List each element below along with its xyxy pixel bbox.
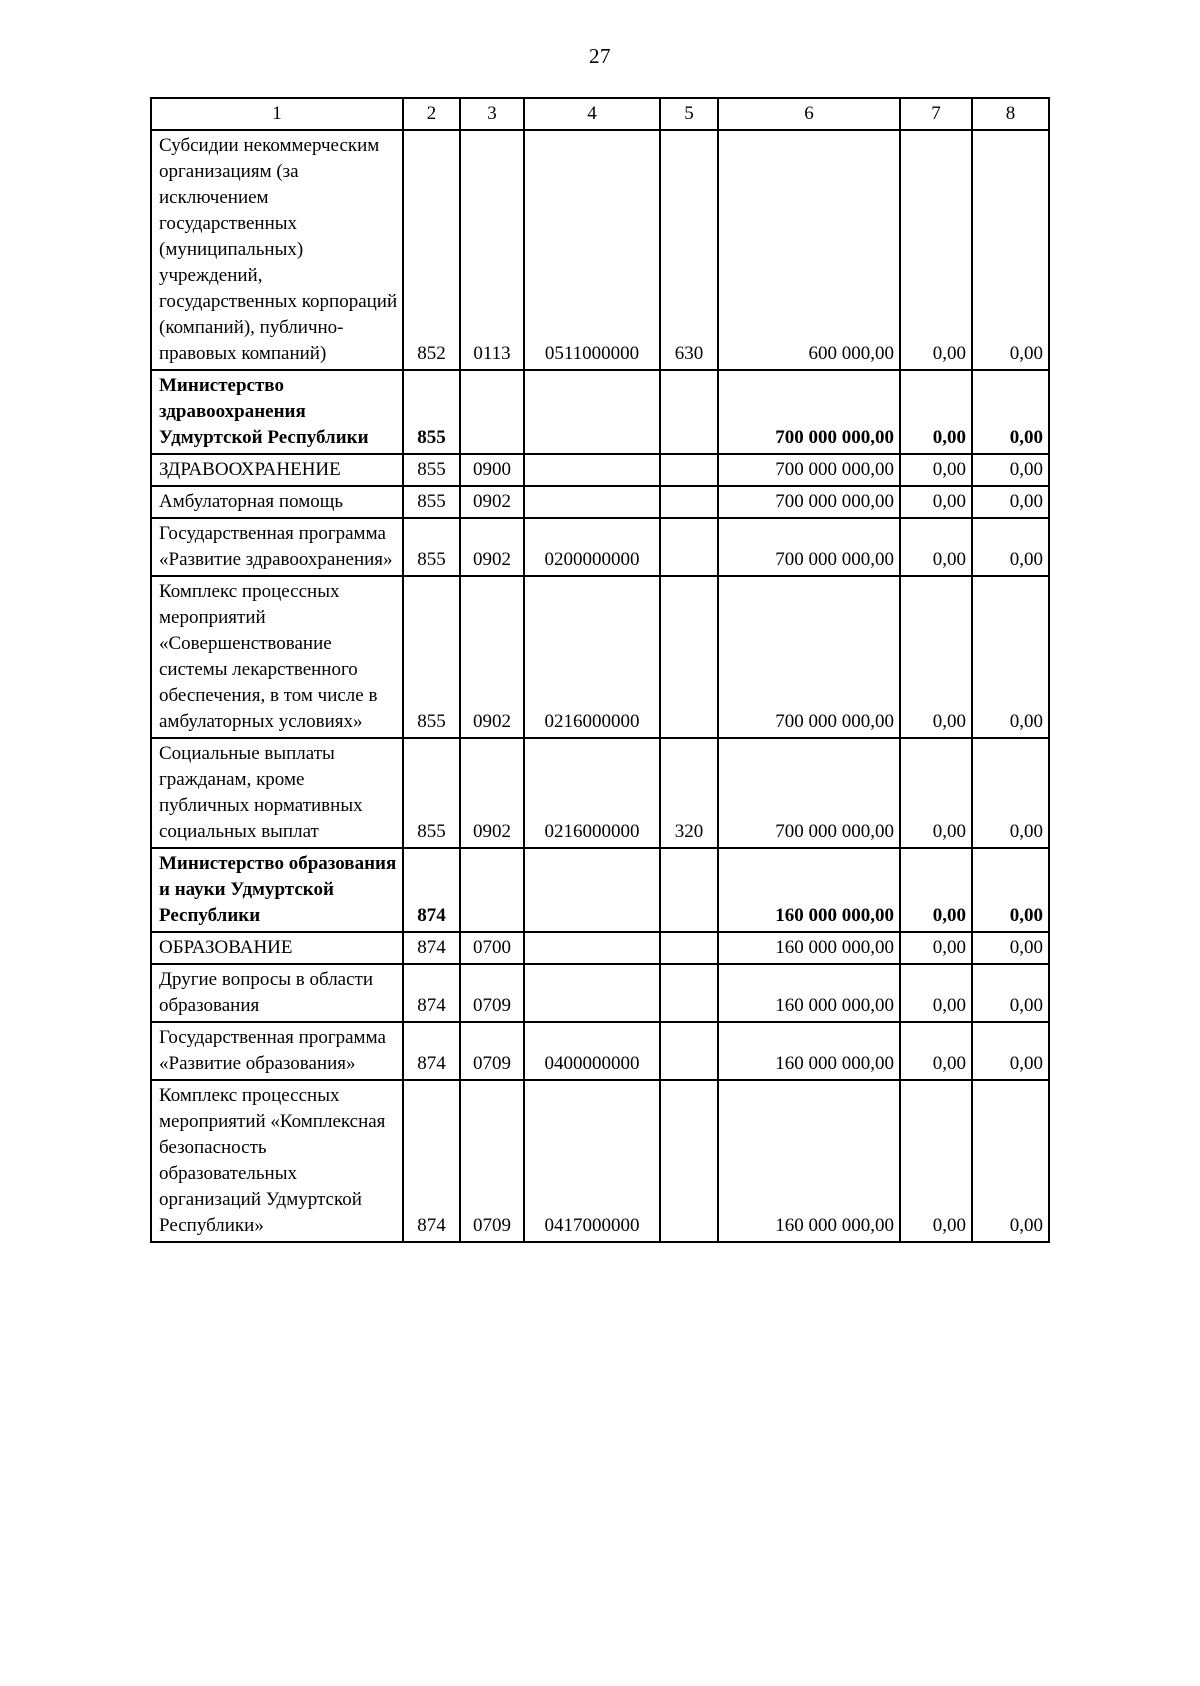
header-cell-1: 1 bbox=[151, 98, 403, 130]
header-cell-2: 2 bbox=[403, 98, 460, 130]
table-cell: 160 000 000,00 bbox=[718, 1022, 900, 1080]
table-cell: 700 000 000,00 bbox=[718, 518, 900, 576]
table-cell: 0,00 bbox=[972, 486, 1049, 518]
table-cell: 0,00 bbox=[900, 1080, 972, 1242]
table-cell: 874 bbox=[403, 848, 460, 932]
header-cell-7: 7 bbox=[900, 98, 972, 130]
header-cell-6: 6 bbox=[718, 98, 900, 130]
table-cell: 0,00 bbox=[900, 1022, 972, 1080]
table-row bbox=[151, 454, 1049, 486]
table-cell: 855 bbox=[403, 370, 460, 454]
table-row bbox=[151, 576, 1049, 738]
header-row bbox=[151, 98, 1049, 130]
table-row bbox=[151, 1022, 1049, 1080]
table-cell: Другие вопросы в области образования bbox=[151, 964, 403, 1022]
table-cell bbox=[660, 848, 718, 932]
table-cell: 700 000 000,00 bbox=[718, 370, 900, 454]
table-row bbox=[151, 130, 1049, 370]
table-cell: Комплекс процессных мероприятий «Комплексная безопасность образовательных организаций Удмуртской Республики» bbox=[151, 1080, 403, 1242]
table-row bbox=[151, 932, 1049, 964]
budget-table-header bbox=[151, 98, 1049, 130]
table-row bbox=[151, 1080, 1049, 1242]
table-cell bbox=[660, 370, 718, 454]
table-cell: 700 000 000,00 bbox=[718, 576, 900, 738]
table-cell: 700 000 000,00 bbox=[718, 738, 900, 848]
header-cell-8: 8 bbox=[972, 98, 1049, 130]
table-cell: 600 000,00 bbox=[718, 130, 900, 370]
budget-table-body bbox=[151, 130, 1049, 1242]
table-cell: 855 bbox=[403, 454, 460, 486]
table-cell: 0700 bbox=[460, 932, 524, 964]
table-cell bbox=[660, 1022, 718, 1080]
budget-table bbox=[150, 97, 1050, 1243]
table-cell: 0,00 bbox=[900, 518, 972, 576]
header-cell-3: 3 bbox=[460, 98, 524, 130]
table-cell: Государственная программа «Развитие образования» bbox=[151, 1022, 403, 1080]
table-cell: 0216000000 bbox=[524, 738, 660, 848]
table-cell: 855 bbox=[403, 576, 460, 738]
table-cell: 0,00 bbox=[900, 130, 972, 370]
table-row bbox=[151, 486, 1049, 518]
table-cell: 855 bbox=[403, 518, 460, 576]
table-cell: ЗДРАВООХРАНЕНИЕ bbox=[151, 454, 403, 486]
table-cell: 700 000 000,00 bbox=[718, 454, 900, 486]
table-cell: 700 000 000,00 bbox=[718, 486, 900, 518]
page-number: 27 bbox=[589, 44, 611, 68]
table-cell: 0417000000 bbox=[524, 1080, 660, 1242]
table-cell: Государственная программа «Развитие здравоохранения» bbox=[151, 518, 403, 576]
table-cell bbox=[660, 1080, 718, 1242]
table-cell: 0,00 bbox=[972, 1080, 1049, 1242]
table-cell bbox=[660, 964, 718, 1022]
table-cell: 0,00 bbox=[900, 454, 972, 486]
table-cell: 874 bbox=[403, 964, 460, 1022]
table-cell: 855 bbox=[403, 738, 460, 848]
table-cell bbox=[660, 932, 718, 964]
table-row bbox=[151, 370, 1049, 454]
table-cell: 0,00 bbox=[900, 932, 972, 964]
table-cell bbox=[524, 454, 660, 486]
table-cell: 0400000000 bbox=[524, 1022, 660, 1080]
table-row bbox=[151, 848, 1049, 932]
table-cell: 160 000 000,00 bbox=[718, 964, 900, 1022]
table-cell: Амбулаторная помощь bbox=[151, 486, 403, 518]
table-cell: 0,00 bbox=[900, 738, 972, 848]
table-cell: 874 bbox=[403, 1080, 460, 1242]
table-cell: 0,00 bbox=[972, 576, 1049, 738]
table-cell bbox=[460, 370, 524, 454]
table-cell bbox=[524, 932, 660, 964]
table-cell bbox=[660, 486, 718, 518]
table-cell: 852 bbox=[403, 130, 460, 370]
table-cell: 160 000 000,00 bbox=[718, 932, 900, 964]
table-cell: 0902 bbox=[460, 518, 524, 576]
table-cell: 874 bbox=[403, 1022, 460, 1080]
header-cell-5: 5 bbox=[660, 98, 718, 130]
table-cell: ОБРАЗОВАНИЕ bbox=[151, 932, 403, 964]
table-cell: 0,00 bbox=[900, 370, 972, 454]
table-cell: 0,00 bbox=[972, 370, 1049, 454]
table-cell: Социальные выплаты гражданам, кроме публичных нормативных социальных выплат bbox=[151, 738, 403, 848]
table-cell: 0511000000 bbox=[524, 130, 660, 370]
table-row bbox=[151, 518, 1049, 576]
table-cell: Министерство образования и науки Удмуртской Республики bbox=[151, 848, 403, 932]
table-cell: 0,00 bbox=[972, 932, 1049, 964]
table-cell: 0,00 bbox=[900, 964, 972, 1022]
table-row bbox=[151, 738, 1049, 848]
table-cell bbox=[460, 848, 524, 932]
table-cell: 0,00 bbox=[972, 454, 1049, 486]
table-cell bbox=[660, 454, 718, 486]
table-cell: 0709 bbox=[460, 964, 524, 1022]
table-cell: 0,00 bbox=[972, 130, 1049, 370]
table-row bbox=[151, 964, 1049, 1022]
table-cell bbox=[660, 576, 718, 738]
table-cell: Комплекс процессных мероприятий «Совершенствование системы лекарственного обеспечения, в том числе в амбулаторных условиях» bbox=[151, 576, 403, 738]
table-cell: Министерство здравоохранения Удмуртской Республики bbox=[151, 370, 403, 454]
table-cell: 0902 bbox=[460, 576, 524, 738]
table-cell: 0,00 bbox=[972, 738, 1049, 848]
table-cell: 0902 bbox=[460, 738, 524, 848]
table-cell: 0113 bbox=[460, 130, 524, 370]
table-cell bbox=[524, 370, 660, 454]
table-cell: 0902 bbox=[460, 486, 524, 518]
table-cell: 0,00 bbox=[972, 848, 1049, 932]
table-cell: 0200000000 bbox=[524, 518, 660, 576]
table-cell bbox=[524, 486, 660, 518]
table-cell: 874 bbox=[403, 932, 460, 964]
table-cell: 0709 bbox=[460, 1022, 524, 1080]
table-cell: 0,00 bbox=[900, 486, 972, 518]
table-cell: 160 000 000,00 bbox=[718, 1080, 900, 1242]
table-cell: 0,00 bbox=[900, 576, 972, 738]
table-cell: 0,00 bbox=[972, 518, 1049, 576]
table-cell bbox=[524, 964, 660, 1022]
table-cell bbox=[660, 518, 718, 576]
table-cell bbox=[524, 848, 660, 932]
table-cell: 0709 bbox=[460, 1080, 524, 1242]
table-cell: 0,00 bbox=[900, 848, 972, 932]
table-cell: 855 bbox=[403, 486, 460, 518]
table-cell: 0900 bbox=[460, 454, 524, 486]
table-cell: 0216000000 bbox=[524, 576, 660, 738]
table-cell: 630 bbox=[660, 130, 718, 370]
table-cell: 0,00 bbox=[972, 1022, 1049, 1080]
table-cell: Субсидии некоммерческим организациям (за исключением государственных (муниципальных) учреждений, государственных корпораций (компаний), публично-правовых компаний) bbox=[151, 130, 403, 370]
table-cell: 0,00 bbox=[972, 964, 1049, 1022]
table-cell: 160 000 000,00 bbox=[718, 848, 900, 932]
header-cell-4: 4 bbox=[524, 98, 660, 130]
table-cell: 320 bbox=[660, 738, 718, 848]
